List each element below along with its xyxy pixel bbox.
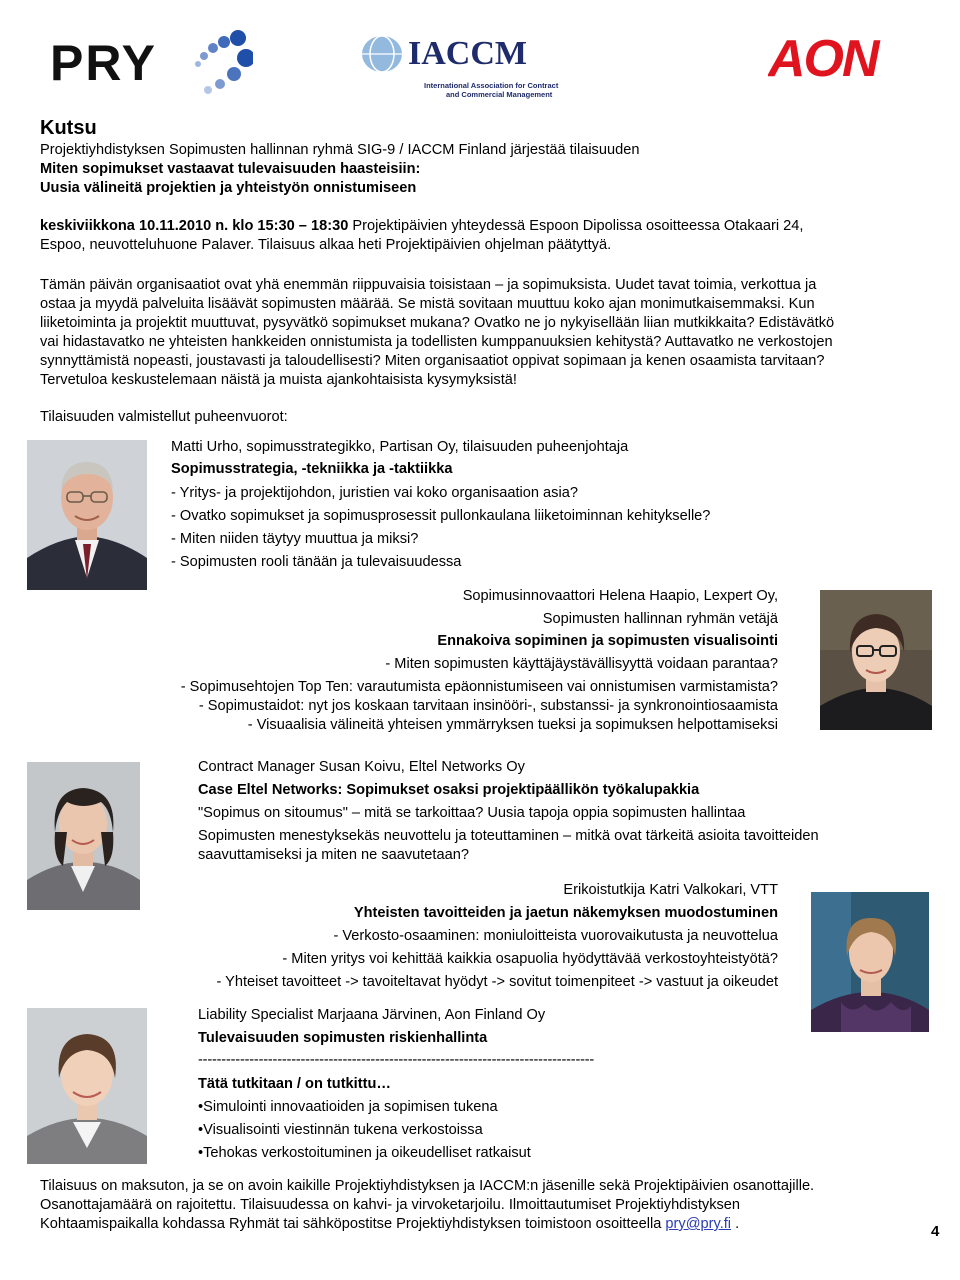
- speaker-2-point: - Sopimustaidot: nyt jos koskaan tarvitaan insinööri-, substanssi- ja synkronointiosaamista: [198, 698, 778, 714]
- speaker-2-block: [58, 587, 778, 735]
- pry-logo: [48, 28, 253, 98]
- footer-line-3: [40, 1215, 739, 1233]
- speaker-4-point: - Miten yritys voi kehittää kaikkia osapuolia hyödyttävää verkostoyhteistyötä?: [282, 951, 778, 967]
- footer-line-2: Osanottajamäärä on rajoitettu. Tilaisuudessa on kahvi- ja virvoketarjoilu. Ilmoittautumiset Projektiyhdistyksen: [40, 1197, 741, 1213]
- speaker-1-name: Matti Urho, sopimusstrategikko, Partisan Oy, tilaisuuden puheenjohtaja: [171, 439, 629, 455]
- description-line: synnyttämistä nopeasti, joustavasti ja taloudellisesti? Miten organisaatiot oppivat sopimaan ja kenen osaamista tarvitaan?: [40, 353, 825, 369]
- speaker-1-point: - Miten niiden täytyy muuttua ja miksi?: [171, 531, 419, 547]
- speaker-1-point: - Ovatko sopimukset ja sopimusprosessit pullonkaulana liiketoiminnan kehitykselle?: [171, 508, 711, 524]
- description-line: vai hidastavatko ne yhteisten hankkeiden onnistumista ja todellisten kumppanuuksien kehitystä? Auttavatko ne verkostojen: [40, 334, 833, 350]
- speaker-photo-matti-urho: [27, 440, 147, 590]
- intro-line-1: Projektiyhdistyksen Sopimusten hallinnan ryhmä SIG-9 / IACCM Finland järjestää tilaisuuden: [40, 142, 640, 158]
- speaker-2-point: - Sopimusehtojen Top Ten: varautumista epäonnistumiseen vai onnistumisen varmistamista?: [180, 679, 778, 695]
- speaker-2-point: - Visuaalisia välineitä yhteisen ymmärryksen tueksi ja sopimuksen helpottamiseksi: [247, 717, 778, 733]
- speaker-4-topic: Yhteisten tavoitteiden ja jaetun näkemyksen muodostuminen: [353, 905, 778, 921]
- speaker-1-point: - Yritys- ja projektijohdon, juristien vai koko organisaation asia?: [171, 485, 578, 501]
- speaker-photo-marjaana-jarvinen: [27, 1008, 147, 1164]
- speaker-3-name: Contract Manager Susan Koivu, Eltel Networks Oy: [198, 759, 525, 775]
- aon-logo: [768, 30, 893, 82]
- speaker-5-point: •Visualisointi viestinnän tukena verkostoissa: [198, 1122, 483, 1138]
- description-line: Tervetuloa keskustelemaan näistä ja muista ajankohtaisista kysymyksistä!: [40, 372, 517, 388]
- description-line: Tämän päivän organisaatiot ovat yhä enemmän riippuvaisia toisistaan – ja sopimuksista. Uudet tavat toimia, verkottua ja: [40, 277, 817, 293]
- iaccm-logo-sub1: International Association for Contract: [424, 81, 559, 90]
- speaker-5-research-heading: Tätä tutkitaan / on tutkittu…: [198, 1076, 391, 1092]
- page-title: Kutsu: [40, 117, 97, 139]
- aon-logo-text: AON: [768, 30, 878, 82]
- event-location-line-2: Espoo, neuvotteluhuone Palaver. Tilaisuus alkaa heti Projektipäivien ohjelman päätyttyä.: [40, 237, 612, 253]
- event-when-where: [40, 217, 803, 235]
- talks-heading: Tilaisuuden valmistellut puheenvuorot:: [40, 409, 288, 425]
- speaker-2-point: - Miten sopimusten käyttäjäystävällisyyttä voidaan parantaa?: [385, 656, 778, 672]
- speaker-2-topic: Ennakoiva sopiminen ja sopimusten visualisointi: [437, 633, 778, 649]
- description: [40, 276, 834, 390]
- speaker-4-point: - Verkosto-osaaminen: moniuloitteista vuorovaikutusta ja neuvottelua: [333, 928, 778, 944]
- event-location: Projektipäivien yhteydessä Espoon Dipolissa osoitteessa Otakaari 24,: [348, 218, 804, 234]
- speaker-photo-katri-valkokari: [811, 892, 929, 1032]
- speaker-5-divider: -------------------------------------------------------------------------------------: [198, 1052, 595, 1068]
- page-number: 4: [931, 1223, 940, 1240]
- iaccm-logo: [360, 30, 560, 102]
- speaker-3-topic: Case Eltel Networks: Sopimukset osaksi projektipäällikön työkalupakkia: [198, 782, 700, 798]
- speaker-5-point: •Simulointi innovaatioiden ja sopimisen tukena: [198, 1099, 498, 1115]
- speaker-1-topic: Sopimusstrategia, -tekniikka ja -taktiikka: [171, 461, 453, 477]
- speaker-photo-helena-haapio: [820, 590, 932, 730]
- iaccm-logo-sub2: and Commercial Management: [446, 90, 553, 99]
- footer-line-3-end: .: [731, 1216, 740, 1232]
- speaker-2-role: Sopimusten hallinnan ryhmän vetäjä: [542, 611, 778, 627]
- speaker-4-block: [58, 881, 778, 996]
- speaker-5-name: Liability Specialist Marjaana Järvinen, Aon Finland Oy: [198, 1007, 546, 1023]
- pry-logo-text: PRY: [50, 35, 157, 91]
- speaker-1-point: - Sopimusten rooli tänään ja tulevaisuudessa: [171, 554, 462, 570]
- aon-logo-graphic: [768, 30, 893, 82]
- speaker-4-name: Erikoistutkija Katri Valkokari, VTT: [563, 882, 778, 898]
- speaker-5-topic: Tulevaisuuden sopimusten riskienhallinta: [198, 1030, 488, 1046]
- intro-line-2: Miten sopimukset vastaavat tulevaisuuden haasteisiin:: [40, 161, 421, 177]
- iaccm-logo-graphic: [360, 30, 560, 102]
- speaker-3-point: saavuttamiseksi ja miten ne saavutetaan?: [198, 847, 469, 863]
- footer-line-3-text: Kohtaamispaikalla kohdassa Ryhmät tai sähköpostitse Projektiyhdistyksen toimistoon osoitteella: [40, 1216, 666, 1232]
- speaker-3-point: Sopimusten menestyksekäs neuvottelu ja toteuttaminen – mitkä ovat tärkeitä asioita tavoitteiden: [198, 828, 819, 844]
- speaker-4-point: - Yhteiset tavoitteet -> tavoiteltavat hyödyt -> sovitut toimenpiteet -> vastuut ja oikeudet: [216, 974, 778, 990]
- speaker-5-point: •Tehokas verkostoituminen ja oikeudelliset ratkaisut: [198, 1145, 531, 1161]
- pry-logo-graphic: [48, 28, 253, 98]
- description-line: liiketoiminta ja projektit muuttuvat, pysyvätkö sopimukset mukana? Ovatko ne jo nykyisellään liian mutkikkaita? Edistävätkö: [40, 315, 835, 331]
- email-link[interactable]: pry@pry.fi: [665, 1216, 732, 1232]
- iaccm-logo-text: IACCM: [408, 35, 527, 72]
- speaker-3-point: "Sopimus on sitoumus" – mitä se tarkoittaa? Uusia tapoja oppia sopimusten hallintaa: [198, 805, 746, 821]
- description-line: ostaa ja myydä palveluita lisäävät sopimusten määrää. Se mistä sovitaan muuttuu koko ajan monimutkaisemmaksi. Kun: [40, 296, 815, 312]
- footer-line-1: Tilaisuus on maksuton, ja se on avoin kaikille Projektiyhdistyksen ja IACCM:n jäsenille sekä Projektipäivien osanottajille.: [40, 1178, 815, 1194]
- speaker-2-name: Sopimusinnovaattori Helena Haapio, Lexpert Oy,: [462, 588, 778, 604]
- intro-line-3: Uusia välineitä projektien ja yhteistyön onnistumiseen: [40, 180, 417, 196]
- event-date-time: keskiviikkona 10.11.2010 n. klo 15:30 – 18:30: [40, 218, 349, 234]
